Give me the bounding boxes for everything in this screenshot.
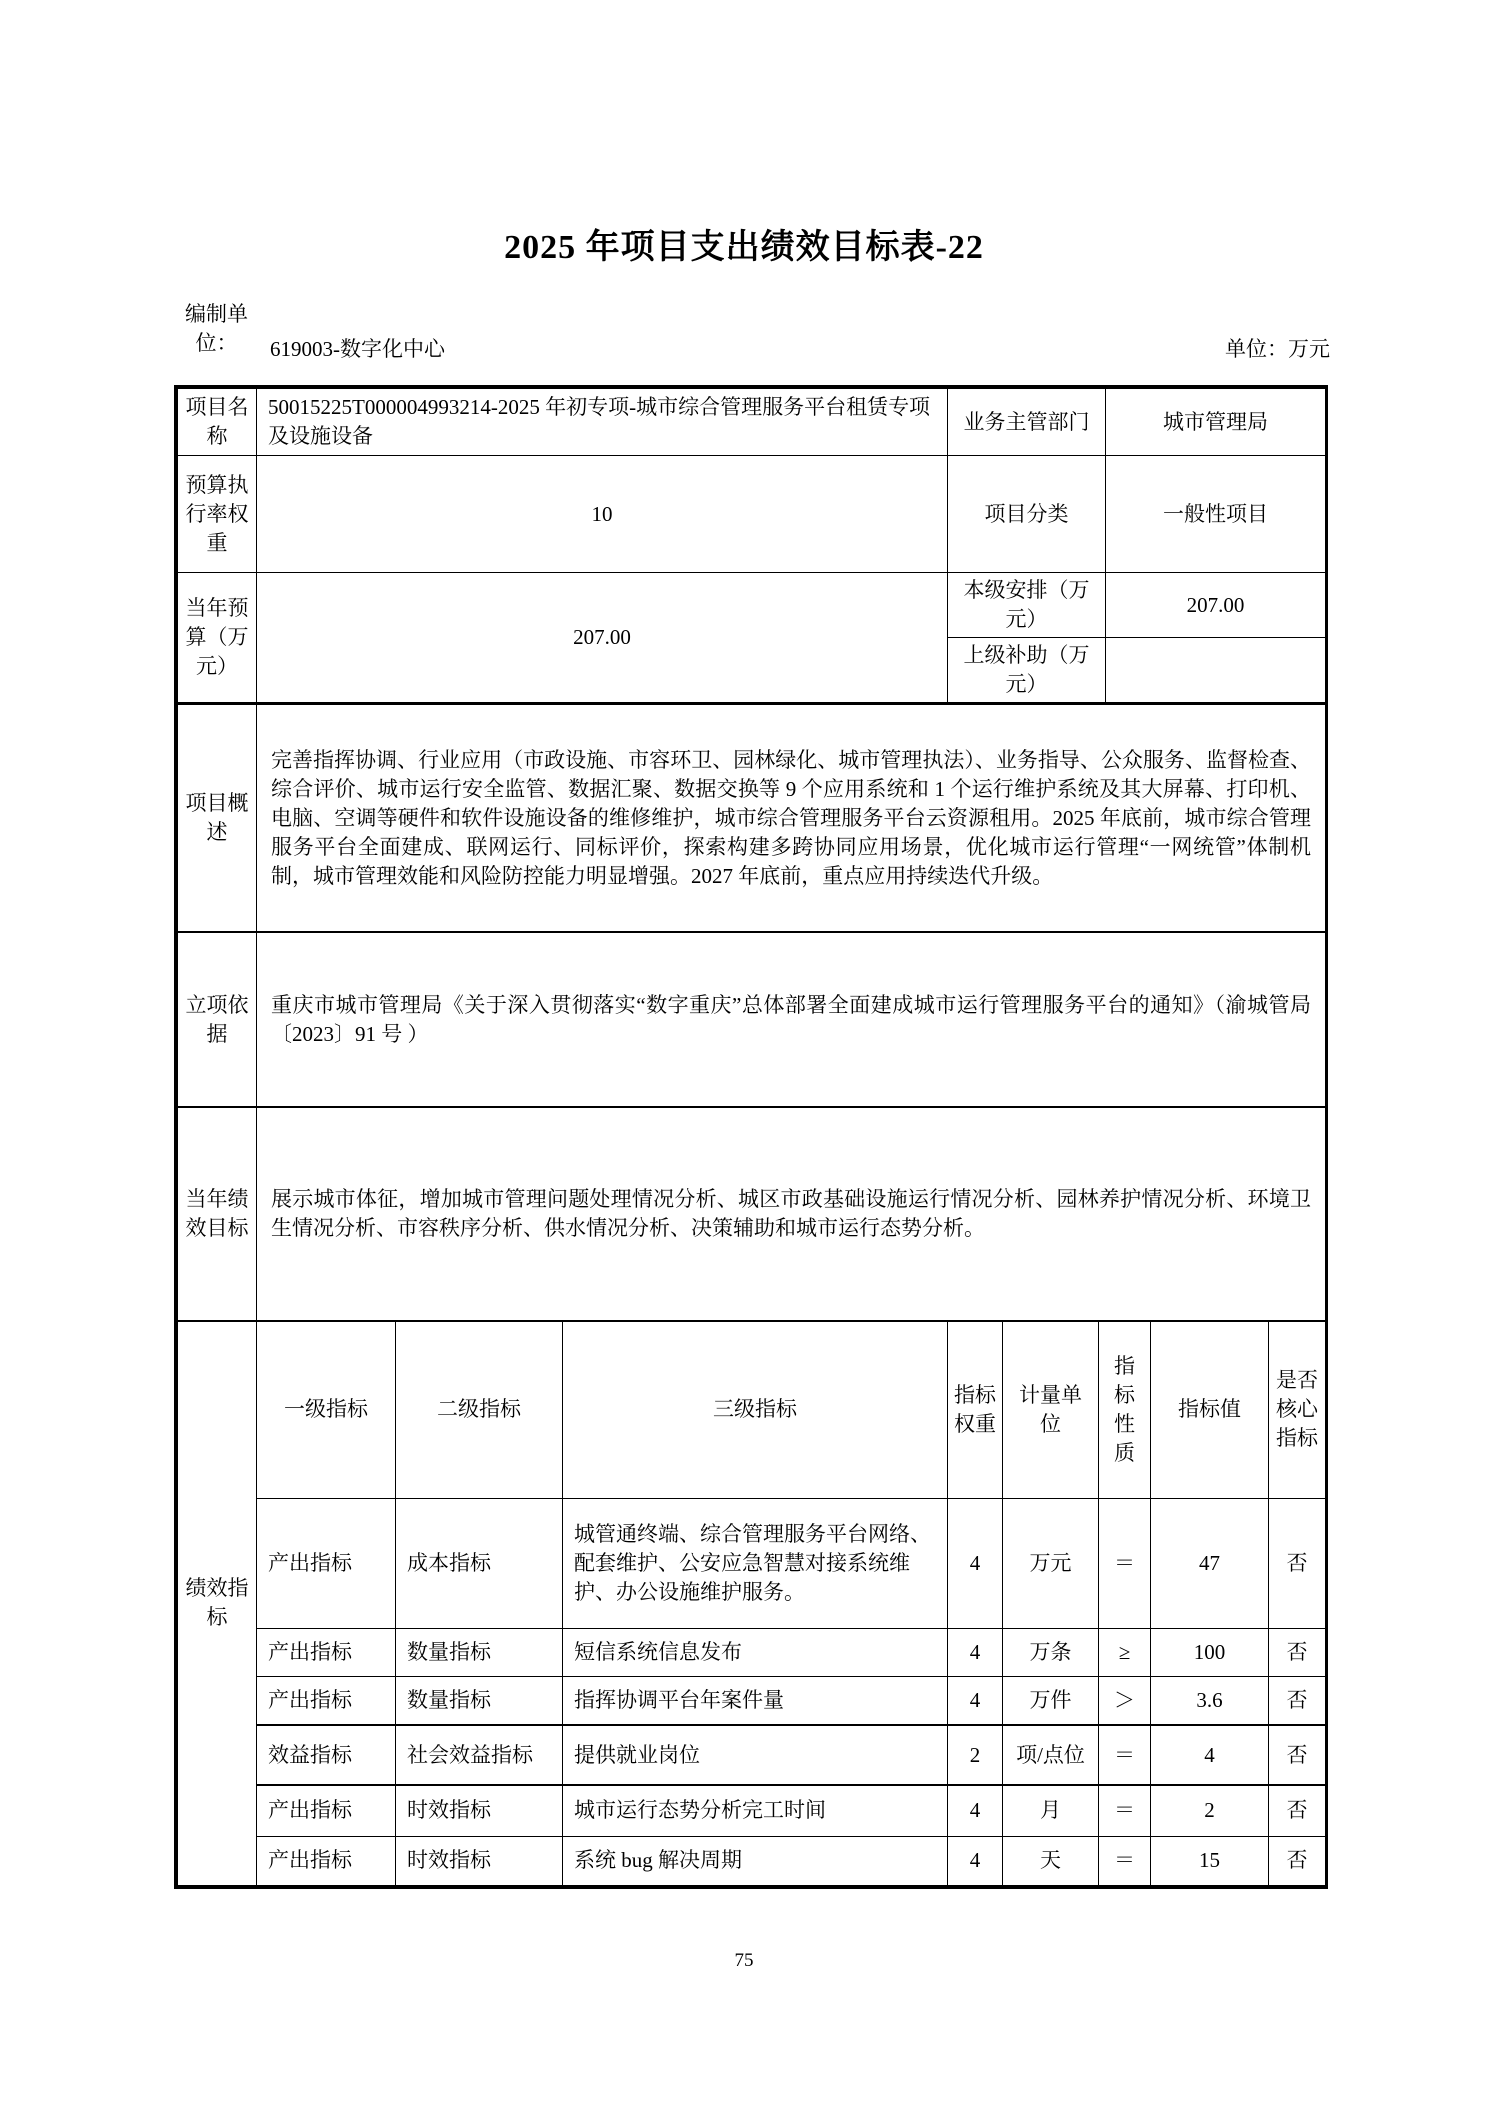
- indicator-unit: 月: [1003, 1785, 1099, 1836]
- indicator-nature: ＞: [1099, 1676, 1151, 1725]
- indicator-core: 否: [1269, 1725, 1326, 1785]
- indicator-weight: 4: [948, 1676, 1003, 1725]
- indicator-group-label: 绩效指标: [178, 1321, 257, 1885]
- project-name-label: 项目名称: [178, 389, 257, 456]
- header-value: 指标值: [1151, 1321, 1269, 1498]
- indicator-nature: ＝: [1099, 1785, 1151, 1836]
- indicator-level2: 时效指标: [396, 1785, 563, 1836]
- page-title: 2025 年项目支出绩效目标表-22: [504, 229, 984, 266]
- weight-value: 10: [257, 456, 948, 573]
- indicator-value: 47: [1151, 1498, 1269, 1628]
- local-arrangement-label: 本级安排（万元）: [948, 573, 1106, 638]
- page-number: 75: [734, 1950, 754, 1971]
- weight-label: 预算执行率权重: [178, 456, 257, 573]
- indicator-value: 4: [1151, 1725, 1269, 1785]
- performance-target-table: [174, 385, 1328, 1889]
- indicator-row: [178, 1628, 1326, 1676]
- indicator-level3: 城管通终端、综合管理服务平台网络、配套维护、公安应急智慧对接系统维护、办公设施维护服务。: [563, 1498, 948, 1628]
- indicator-level2: 社会效益指标: [396, 1725, 563, 1785]
- header-level2: 二级指标: [396, 1321, 563, 1498]
- indicator-weight: 4: [948, 1836, 1003, 1885]
- goal-label: 当年绩效目标: [178, 1107, 257, 1320]
- table-row: [178, 1107, 1326, 1320]
- indicator-level3: 指挥协调平台年案件量: [563, 1676, 948, 1725]
- indicator-weight: 4: [948, 1498, 1003, 1628]
- basic-info-table: [177, 388, 1326, 703]
- unit-note: 单位：万元: [1225, 337, 1330, 361]
- goal-text: 展示城市体征，增加城市管理问题处理情况分析、城区市政基础设施运行情况分析、园林养护情况分析、环境卫生情况分析、市容秩序分析、供水情况分析、决策辅助和城市运行态势分析。: [257, 1107, 1326, 1320]
- indicator-core: 否: [1269, 1628, 1326, 1676]
- indicator-unit: 项/点位: [1003, 1725, 1099, 1785]
- indicator-level3: 提供就业岗位: [563, 1725, 948, 1785]
- header-level1: 一级指标: [257, 1321, 396, 1498]
- upper-subsidy-value: [1106, 638, 1326, 703]
- indicator-value: 100: [1151, 1628, 1269, 1676]
- indicator-nature: ＝: [1099, 1725, 1151, 1785]
- header-level3: 三级指标: [563, 1321, 948, 1498]
- indicator-nature: ＝: [1099, 1836, 1151, 1885]
- table-row: [178, 573, 1326, 638]
- indicator-level1: 产出指标: [257, 1836, 396, 1885]
- category-label: 项目分类: [948, 456, 1106, 573]
- prep-unit-value: 619003-数字化中心: [270, 337, 445, 361]
- indicator-table: [177, 1321, 1326, 1886]
- indicator-unit: 万条: [1003, 1628, 1099, 1676]
- dept-value: 城市管理局: [1106, 389, 1326, 456]
- header-weight: 指标权重: [948, 1321, 1003, 1498]
- indicator-level2: 时效指标: [396, 1836, 563, 1885]
- indicator-row: [178, 1785, 1326, 1836]
- indicator-level1: 产出指标: [257, 1498, 396, 1628]
- project-name-value: 50015225T000004993214-2025 年初专项-城市综合管理服务平台租赁专项及设施设备: [257, 389, 948, 456]
- overview-label: 项目概述: [178, 704, 257, 932]
- indicator-row: [178, 1498, 1326, 1628]
- table-row: [178, 389, 1326, 456]
- indicator-core: 否: [1269, 1498, 1326, 1628]
- dept-label: 业务主管部门: [948, 389, 1106, 456]
- indicator-header-row: [178, 1321, 1326, 1498]
- budget-label: 当年预算（万元）: [178, 573, 257, 703]
- overview-text: 完善指挥协调、行业应用（市政设施、市容环卫、园林绿化、城市管理执法）、业务指导、公众服务、监督检查、综合评价、城市运行安全监管、数据汇聚、数据交换等 9 个应用系统和 1 个运行维护系统及其大屏幕、打印机、电脑、空调等硬件和软件设施设备的维修维护，城市综合管理服务平台云资源租用。2025 年底前，城市综合管理服务平台全面建成、联网运行、同标评价，探索构建多跨协同应用场景，优化城市运行管理“一网统管”体制机制，城市管理效能和风险防控能力明显增强。2027 年底前，重点应用持续迭代升级。: [257, 704, 1326, 932]
- upper-subsidy-label: 上级补助（万元）: [948, 638, 1106, 703]
- indicator-value: 15: [1151, 1836, 1269, 1885]
- indicator-value: 2: [1151, 1785, 1269, 1836]
- indicator-unit: 天: [1003, 1836, 1099, 1885]
- indicator-level2: 数量指标: [396, 1676, 563, 1725]
- category-value: 一般性项目: [1106, 456, 1326, 573]
- table-row: [178, 932, 1326, 1107]
- indicator-level3: 系统 bug 解决周期: [563, 1836, 948, 1885]
- indicator-weight: 2: [948, 1725, 1003, 1785]
- indicator-value: 3.6: [1151, 1676, 1269, 1725]
- header-core: 是否核心指标: [1269, 1321, 1326, 1498]
- indicator-weight: 4: [948, 1628, 1003, 1676]
- header-unit: 计量单位: [1003, 1321, 1099, 1498]
- indicator-core: 否: [1269, 1836, 1326, 1885]
- indicator-nature: ＝: [1099, 1498, 1151, 1628]
- indicator-level2: 成本指标: [396, 1498, 563, 1628]
- indicator-level1: 产出指标: [257, 1676, 396, 1725]
- basis-text: 重庆市城市管理局《关于深入贯彻落实“数字重庆”总体部署全面建成城市运行管理服务平台的通知》（渝城管局〔2023〕91 号 ）: [257, 932, 1326, 1107]
- indicator-nature: ≥: [1099, 1628, 1151, 1676]
- indicator-unit: 万件: [1003, 1676, 1099, 1725]
- local-arrangement-value: 207.00: [1106, 573, 1326, 638]
- indicator-level3: 短信系统信息发布: [563, 1628, 948, 1676]
- indicator-level3: 城市运行态势分析完工时间: [563, 1785, 948, 1836]
- prep-unit-label: 编制单位：: [185, 302, 248, 355]
- indicator-weight: 4: [948, 1785, 1003, 1836]
- table-row: [178, 704, 1326, 932]
- basis-label: 立项依据: [178, 932, 257, 1107]
- header-nature: 指标性质: [1099, 1321, 1151, 1498]
- indicator-core: 否: [1269, 1785, 1326, 1836]
- indicator-level1: 产出指标: [257, 1628, 396, 1676]
- indicator-row: [178, 1676, 1326, 1725]
- indicator-core: 否: [1269, 1676, 1326, 1725]
- budget-value: 207.00: [257, 573, 948, 703]
- description-table: [177, 703, 1326, 1321]
- indicator-level1: 效益指标: [257, 1725, 396, 1785]
- indicator-row: [178, 1725, 1326, 1785]
- indicator-level2: 数量指标: [396, 1628, 563, 1676]
- table-row: [178, 456, 1326, 573]
- indicator-row: [178, 1836, 1326, 1885]
- indicator-unit: 万元: [1003, 1498, 1099, 1628]
- indicator-level1: 产出指标: [257, 1785, 396, 1836]
